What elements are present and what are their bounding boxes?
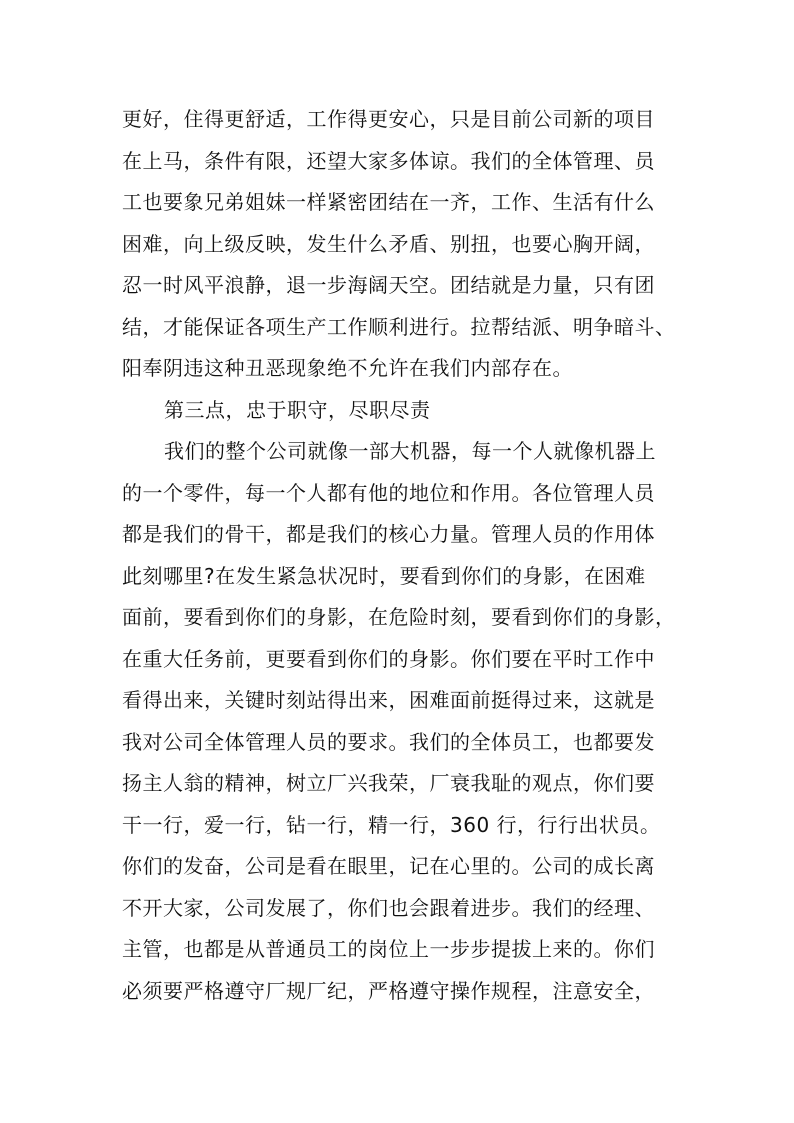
text-line-3: 工也要象兄弟姐妹一样紧密团结在一齐，工作、生活有什么 <box>122 190 655 214</box>
text-line-17: 扬主人翁的精神，树立厂兴我荣，厂衰我耻的观点，你们要 <box>122 771 655 795</box>
text-line-16: 我对公司全体管理人员的要求。我们的全体员工，也都要发 <box>122 729 655 754</box>
text-line-10: 的一个零件，每一个人都有他的地位和作用。各位管理人员 <box>122 480 655 505</box>
text-line-15: 看得出来，关键时刻站得出来，困难面前挺得过来，这就是 <box>122 688 655 712</box>
text-line-5: 忍一时风平浪静，退一步海阔天空。团结就是力量，只有团 <box>122 273 655 297</box>
text-line-9: 我们的整个公司就像一部大机器，每一个人就像机器上 <box>164 439 656 463</box>
text-line-21: 主管，也都是从普通员工的岗位上一步步提拔上来的。你们 <box>122 937 655 961</box>
text-line-14: 在重大任务前，更要看到你们的身影。你们要在平时工作中 <box>122 646 655 671</box>
text-line-19: 你们的发奋，公司是看在眼里，记在心里的。公司的成长离 <box>122 854 655 878</box>
text-line-13: 面前，要看到你们的身影，在危险时刻，要看到你们的身影， <box>122 605 676 629</box>
text-line-12: 此刻哪里?在发生紧急状况时，要看到你们的身影，在困难 <box>122 563 646 588</box>
text-line-1: 更好，住得更舒适，工作得更安心，只是目前公司新的项目 <box>122 107 655 131</box>
text-line-2: 在上马，条件有限，还望大家多体谅。我们的全体管理、员 <box>122 148 655 173</box>
text-line-4: 困难，向上级反映，发生什么矛盾、别扭，也要心胸开阔， <box>122 231 655 256</box>
text-line-20: 不开大家，公司发展了，你们也会跟着进步。我们的经理、 <box>122 895 655 920</box>
text-line-6: 结，才能保证各项生产工作顺利进行。拉帮结派、明争暗斗、 <box>122 314 676 339</box>
text-line-18: 干一行，爱一行，钻一行，精一行，360 行，行行出状员。 <box>122 812 661 837</box>
text-line-7: 阳奉阴违这种丑恶现象绝不允许在我们内部存在。 <box>122 356 573 380</box>
text-line-22: 必须要严格遵守厂规厂纪，严格遵守操作规程，注意安全， <box>122 978 655 1003</box>
document-body <box>122 99 682 1012</box>
text-line-11: 都是我们的骨干，都是我们的核心力量。管理人员的作用体 <box>122 522 655 546</box>
section-heading: 第三点，忠于职守，尽职尽责 <box>164 397 431 422</box>
